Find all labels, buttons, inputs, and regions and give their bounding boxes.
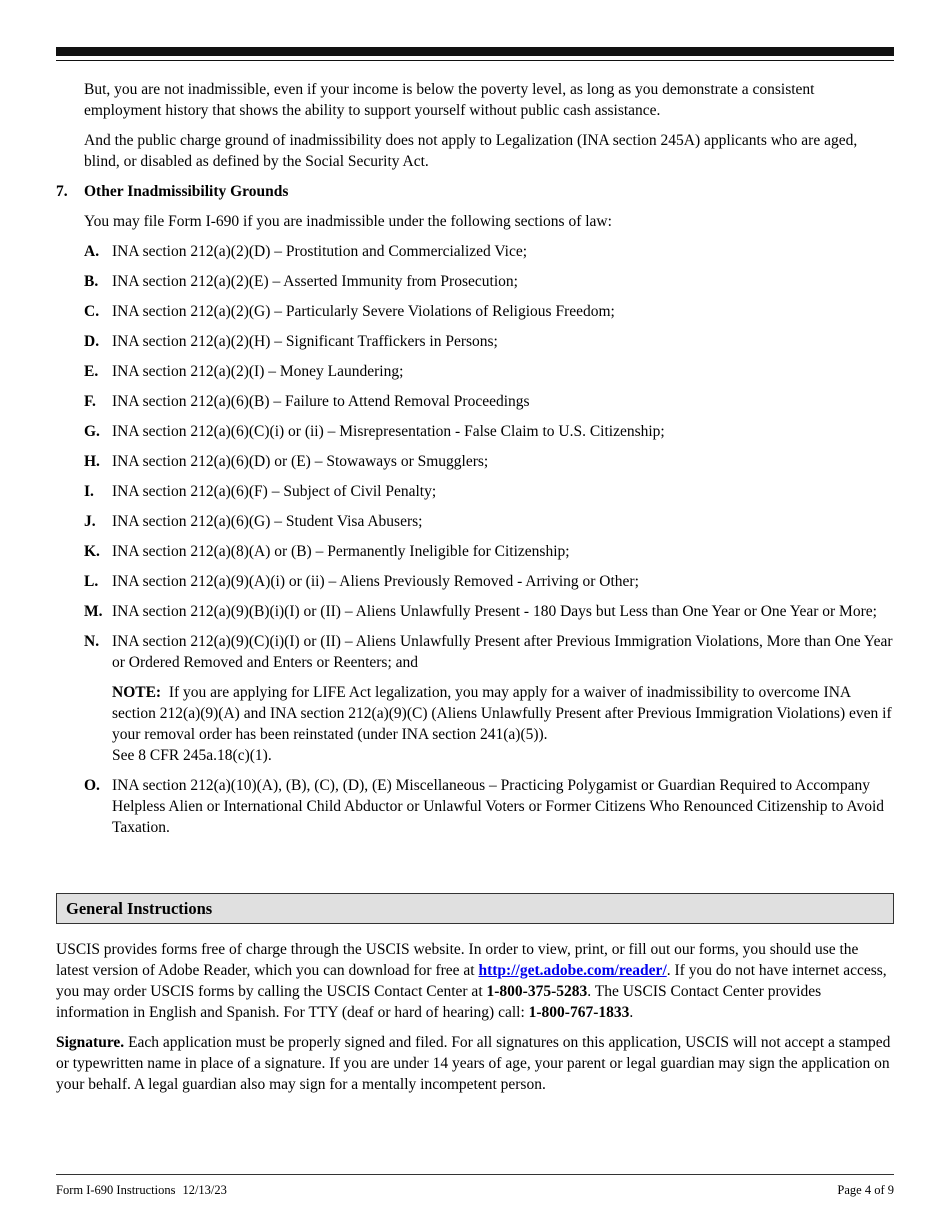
main-content <box>56 79 894 847</box>
list-item-letter: C. <box>84 303 100 320</box>
list-item-text: INA section 212(a)(6)(G) – Student Visa Abusers; <box>112 513 423 530</box>
section-7-title: Other Inadmissibility Grounds <box>84 183 289 200</box>
list-item-letter: L. <box>84 573 99 590</box>
list-item-letter: F. <box>84 393 96 410</box>
list-item <box>56 391 894 412</box>
list-item <box>56 601 894 622</box>
list-item-letter: I. <box>84 483 94 500</box>
list-item <box>56 301 894 322</box>
list-item <box>56 361 894 382</box>
footer-rule <box>56 1174 894 1175</box>
list-item-letter: H. <box>84 453 100 470</box>
footer-form-name: Form I-690 Instructions <box>56 1183 176 1197</box>
signature-text: Each application must be properly signed and filed. For all signatures on this application, USCIS will not accept a stamped or typewritten name in place of a signature. If you are under 14 years of age, your parent or legal guardian may sign the application on your behalf. A legal guardian also may sign for a mentally incompetent person. <box>56 1034 891 1093</box>
adobe-reader-link[interactable]: http://get.adobe.com/reader/ <box>478 962 667 979</box>
forms-paragraph <box>56 939 894 1023</box>
contact-center-phone: 1-800-375-5283 <box>486 983 588 1000</box>
list-item-letter: J. <box>84 513 96 530</box>
list-item <box>56 541 894 562</box>
forms-text-4: . <box>629 1004 634 1021</box>
list-item <box>56 241 894 262</box>
list-item-text: INA section 212(a)(8)(A) or (B) – Permanently Ineligible for Citizenship; <box>112 543 570 560</box>
list-item-letter: O. <box>84 777 100 794</box>
list-item-text: INA section 212(a)(2)(H) – Significant Traffickers in Persons; <box>112 333 498 350</box>
list-item <box>56 511 894 532</box>
header-rule-thick <box>56 47 894 56</box>
signature-label: Signature. <box>56 1034 125 1051</box>
footer-edition-date: 12/13/23 <box>182 1183 227 1197</box>
list-item-text: INA section 212(a)(2)(I) – Money Laundering; <box>112 363 404 380</box>
section-7-intro: You may file Form I-690 if you are inadmissible under the following sections of law: <box>84 213 612 230</box>
list-item-letter: B. <box>84 273 99 290</box>
general-instructions-body <box>56 939 894 1104</box>
signature-paragraph <box>56 1032 894 1095</box>
list-item-text: INA section 212(a)(10)(A), (B), (C), (D), (E) Miscellaneous – Practicing Polygamist or Guardian Required to Accompany Helpless Alien or International Child Abductor or Unlawful Voters or Former Citizens Who Renounced Citizenship to Avoid Taxation. <box>112 777 885 836</box>
forms-text-2: . If you do not have internet access, you may order USCIS forms by calling the USCIS Contact Center at <box>56 962 887 1000</box>
list-item-text: INA section 212(a)(9)(B)(i)(I) or (II) – Aliens Unlawfully Present - 180 Days but Less than One Year or One Year or More; <box>112 603 877 620</box>
list-item-text: INA section 212(a)(2)(D) – Prostitution and Commercialized Vice; <box>112 243 528 260</box>
forms-text-1: USCIS provides forms free of charge through the USCIS website. In order to view, print, or fill out our forms, you should use the latest version of Adobe Reader, which you can download for free at <box>56 941 859 979</box>
list-item <box>56 571 894 592</box>
list-item-text: INA section 212(a)(6)(D) or (E) – Stowaways or Smugglers; <box>112 453 489 470</box>
footer-page-number: Page 4 of 9 <box>837 1183 894 1197</box>
list-item-text: INA section 212(a)(2)(G) – Particularly Severe Violations of Religious Freedom; <box>112 303 615 320</box>
list-item <box>56 271 894 292</box>
life-act-note <box>112 682 894 766</box>
general-instructions-header: General Instructions <box>56 893 894 924</box>
note-citation: See 8 CFR 245a.18(c)(1). <box>112 747 272 764</box>
list-item <box>56 451 894 472</box>
intro-paragraph-2: And the public charge ground of inadmissibility does not apply to Legalization (INA section 245A) applicants who are aged, blind, or disabled as defined by the Social Security Act. <box>84 132 858 170</box>
note-text: If you are applying for LIFE Act legalization, you may apply for a waiver of inadmissibility to overcome INA section 212(a)(9)(A) and INA section 212(a)(9)(C) (Aliens Unlawfully Present after Previous Immigration Violations) even if your removal order has been reinstated (under INA section 241(a)(5)). <box>112 684 892 743</box>
inadmissibility-list <box>56 241 894 673</box>
footer-form-info <box>56 1181 227 1199</box>
list-item-text: INA section 212(a)(2)(E) – Asserted Immunity from Prosecution; <box>112 273 518 290</box>
list-item-letter: N. <box>84 633 100 650</box>
list-item-o <box>56 775 894 838</box>
list-item-text: INA section 212(a)(9)(C)(i)(I) or (II) – Aliens Unlawfully Present after Previous Immigration Violations, More than One Year or Ordered Removed and Enters or Reenters; and <box>112 633 893 671</box>
list-item-letter: A. <box>84 243 100 260</box>
list-item-letter: G. <box>84 423 100 440</box>
section-7-heading <box>56 181 894 202</box>
list-item-text: INA section 212(a)(9)(A)(i) or (ii) – Aliens Previously Removed - Arriving or Other; <box>112 573 639 590</box>
list-item-letter: M. <box>84 603 103 620</box>
list-item <box>56 421 894 442</box>
header-rule-thin <box>56 60 894 61</box>
forms-text-3: . The USCIS Contact Center provides information in English and Spanish. For TTY (deaf or hard of hearing) call: <box>56 983 822 1021</box>
list-item-letter: K. <box>84 543 100 560</box>
intro-paragraph-1: But, you are not inadmissible, even if your income is below the poverty level, as long as you demonstrate a consistent employment history that shows the ability to support yourself without public cash assistance. <box>84 81 815 119</box>
list-item-text: INA section 212(a)(6)(C)(i) or (ii) – Misrepresentation - False Claim to U.S. Citizenship; <box>112 423 665 440</box>
list-item-text: INA section 212(a)(6)(F) – Subject of Civil Penalty; <box>112 483 437 500</box>
note-label: NOTE: <box>112 684 162 701</box>
list-item-letter: E. <box>84 363 99 380</box>
section-7-number: 7. <box>56 183 68 200</box>
tty-phone: 1-800-767-1833 <box>528 1004 630 1021</box>
list-item <box>56 481 894 502</box>
list-item <box>56 631 894 673</box>
list-item <box>56 331 894 352</box>
list-item-letter: D. <box>84 333 100 350</box>
list-item-text: INA section 212(a)(6)(B) – Failure to Attend Removal Proceedings <box>112 393 530 410</box>
